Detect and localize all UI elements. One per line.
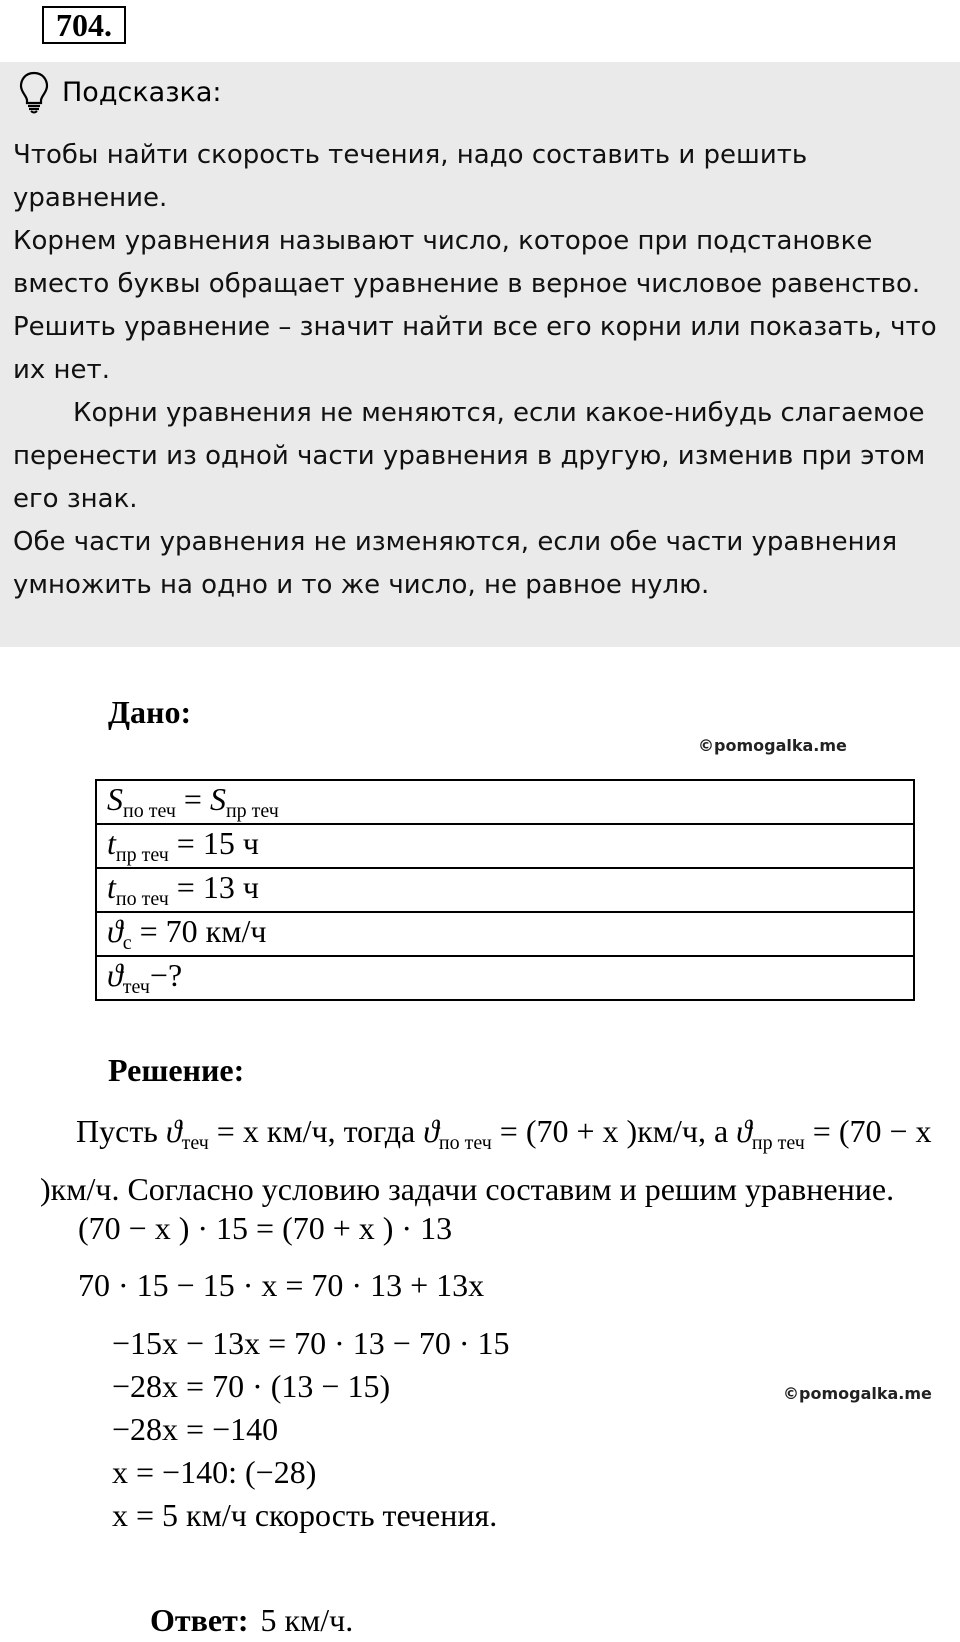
hint-paragraph: Решить уравнение – значит найти все его корни или показать, что их нет. xyxy=(13,312,937,385)
answer xyxy=(150,1602,353,1639)
given-row xyxy=(96,912,914,956)
solution-title: Решение: xyxy=(108,1052,245,1088)
answer-value: 5 км/ч. xyxy=(260,1602,354,1638)
given-row xyxy=(96,824,914,868)
equation-line: (70 − x ) · 15 = (70 + x ) · 13 xyxy=(78,1210,453,1246)
symbol: ϑ xyxy=(107,913,123,949)
text: Пусть xyxy=(76,1113,166,1149)
symbol: S xyxy=(209,781,226,817)
equation-line: −28x = −140 xyxy=(112,1411,279,1447)
row-text: = 13 ч xyxy=(168,869,259,905)
text: = (70 + x )км/ч, а xyxy=(491,1113,729,1149)
watermark: ©pomogalka.me xyxy=(783,1384,932,1403)
hint-header xyxy=(18,70,222,114)
given-table xyxy=(95,779,915,1001)
symbol: ϑ xyxy=(423,1113,439,1149)
watermark: ©pomogalka.me xyxy=(698,736,847,755)
text: = (70 − x )км/ч. Согласно условию задачи составим и решим уравнение. xyxy=(40,1113,932,1207)
equation-line: x = −140: (−28) xyxy=(112,1454,317,1490)
hint-paragraph: Корнем уравнения называют число, которое при подстановке вместо буквы обращает уравнение в верное числовое равенство. xyxy=(13,226,921,299)
hint-paragraph: Обе части уравнения не изменяются, если обе части уравнения умножить на одно и то же число, не равное нулю. xyxy=(13,527,898,600)
hint-paragraph: Корни уравнения не меняются, если какое-нибудь слагаемое перенести из одной части уравнения в другую, изменив при этом его знак. xyxy=(13,398,926,514)
lightbulb-icon xyxy=(18,70,50,114)
hint-paragraph: Чтобы найти скорость течения, надо составить и решить уравнение. xyxy=(13,140,808,213)
subscript: с xyxy=(122,932,132,954)
symbol: S xyxy=(107,781,123,817)
subscript: пр теч xyxy=(115,844,169,866)
row-text: = 15 ч xyxy=(168,825,259,861)
given-title: Дано: xyxy=(108,694,192,730)
answer-label: Ответ: xyxy=(150,1602,249,1638)
subscript: пр теч xyxy=(225,800,279,822)
hint-panel xyxy=(0,62,960,647)
symbol: ϑ xyxy=(736,1113,752,1149)
equation-line: 70 · 15 − 15 · x = 70 · 13 + 13x xyxy=(78,1267,485,1303)
subscript: теч xyxy=(181,1132,209,1154)
equation-line: x = 5 км/ч скорость течения. xyxy=(112,1497,498,1533)
subscript: по теч xyxy=(438,1132,492,1154)
subscript: теч xyxy=(122,976,150,998)
row-text: = xyxy=(175,781,210,817)
given-row xyxy=(96,780,914,824)
row-text: = 70 км/ч xyxy=(131,913,267,949)
subscript: пр теч xyxy=(751,1132,805,1154)
task-number: 704. xyxy=(42,6,126,44)
solution-intro xyxy=(40,1108,950,1212)
symbol: ϑ xyxy=(107,957,123,993)
subscript: по теч xyxy=(123,800,176,822)
hint-text xyxy=(13,134,948,607)
row-text: −? xyxy=(149,957,183,993)
text: = x км/ч, тогда xyxy=(208,1113,424,1149)
given-row xyxy=(96,956,914,1000)
symbol: t xyxy=(107,825,116,861)
equation-line: −15x − 13x = 70 · 13 − 70 · 15 xyxy=(112,1325,510,1361)
subscript: по теч xyxy=(115,888,169,910)
equation-line: −28x = 70 · (13 − 15) xyxy=(112,1368,391,1404)
hint-title: Подсказка: xyxy=(62,76,222,108)
symbol: ϑ xyxy=(165,1113,182,1149)
symbol: t xyxy=(107,869,116,905)
given-row xyxy=(96,868,914,912)
